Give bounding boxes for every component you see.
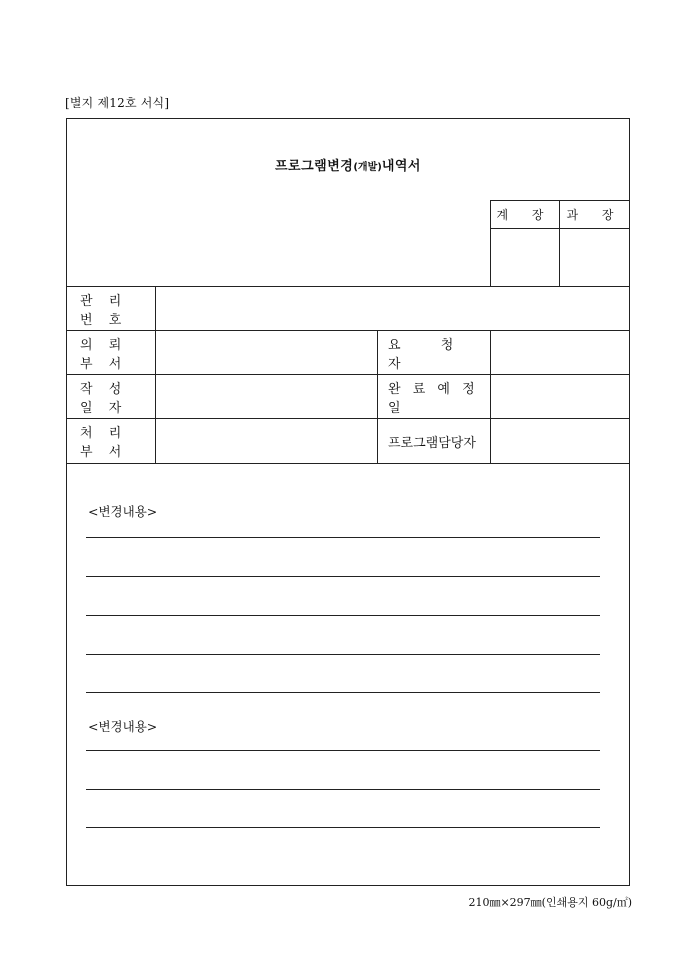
form-frame [66,118,630,886]
title-suffix: 내역서 [381,159,421,174]
row-processing-dept [67,419,629,464]
label-program-manager: 프로그램담당자 [377,419,491,463]
approval-box [490,200,630,286]
paper-spec-note: 210㎜×297㎜(인쇄용지 60g/㎡) [468,896,632,909]
title-main: 프로그램변경 [274,159,354,174]
title-paren: (개발) [353,162,382,173]
approval-head-team-lead: 계 장 [491,201,560,229]
writing-line[interactable] [86,576,600,577]
label-created-date: 작 성 일 자 [67,375,156,418]
writing-line[interactable] [86,789,600,790]
writing-line[interactable] [86,827,600,828]
label-requester [377,331,491,374]
label-management-no: 관 리 번 호 [67,287,156,330]
row-requesting-dept [67,331,629,375]
writing-line[interactable] [86,750,600,751]
approval-sign-team-lead[interactable] [491,229,560,286]
form-title [67,155,629,174]
approval-head-section-chief: 과 장 [560,201,630,229]
info-table [67,286,629,464]
label-due-date: 완 료 예 정 일 [377,375,491,418]
label-requester-text: 요 청 자 [388,337,472,372]
writing-line[interactable] [86,537,600,538]
approval-sign-section-chief[interactable] [560,229,630,286]
change-content-heading-1: <변경내용> [88,504,158,519]
writing-line[interactable] [86,692,600,693]
change-content-heading-2: <변경내용> [88,719,158,734]
row-management-no [67,287,629,331]
row-created-date [67,375,629,419]
writing-line[interactable] [86,615,600,616]
label-requesting-dept: 의 뢰 부 서 [67,331,156,374]
form-number-label: [별지 제12호 서식] [65,96,170,110]
writing-line[interactable] [86,654,600,655]
label-processing-dept: 처 리 부 서 [67,419,156,463]
